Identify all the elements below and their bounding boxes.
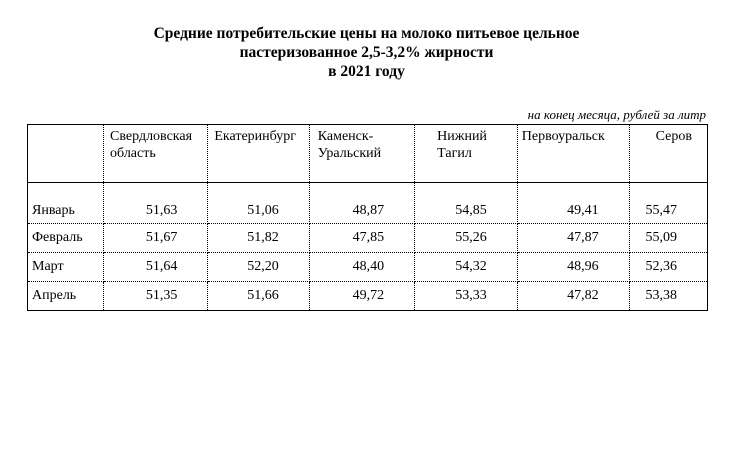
header-cell-serov: Серов (629, 125, 707, 183)
price-cell: 51,67 (104, 224, 208, 253)
price-cell: 51,82 (208, 224, 309, 253)
title-line-2: пастеризованное 2,5-3,2% жирности (239, 44, 494, 61)
price-cell: 48,40 (309, 253, 414, 282)
price-cell: 47,85 (309, 224, 414, 253)
price-cell: 53,33 (415, 282, 518, 311)
header-cell-yekaterinburg: Екатеринбург (208, 125, 309, 183)
price-cell: 49,72 (309, 282, 414, 311)
month-cell: Апрель (28, 282, 104, 311)
price-cell: 52,36 (629, 253, 707, 282)
price-cell: 47,82 (517, 282, 629, 311)
price-cell: 47,87 (517, 224, 629, 253)
price-cell: 51,64 (104, 253, 208, 282)
price-cell: 51,35 (104, 282, 208, 311)
table-header-row (28, 125, 708, 183)
table-row (28, 224, 708, 253)
table-row (28, 253, 708, 282)
header-cell-nizhny-tagil: Нижний Тагил (415, 125, 518, 183)
header-cell-sverdlovsk-region: Свердловская область (104, 125, 208, 183)
price-cell: 51,06 (208, 183, 309, 224)
price-cell: 52,20 (208, 253, 309, 282)
month-cell: Февраль (28, 224, 104, 253)
title-line-3: в 2021 году (328, 63, 405, 80)
price-table (27, 124, 708, 311)
price-cell: 55,47 (629, 183, 707, 224)
header-cell-pervouralsk: Первоуральск (517, 125, 629, 183)
table-row (28, 282, 708, 311)
table-row (28, 183, 708, 224)
price-cell: 51,63 (104, 183, 208, 224)
title-line-1: Средние потребительские цены на молоко питьевое цельное (153, 25, 580, 42)
price-cell: 54,85 (415, 183, 518, 224)
month-cell: Март (28, 253, 104, 282)
price-cell: 53,38 (629, 282, 707, 311)
price-cell: 55,09 (629, 224, 707, 253)
month-cell: Январь (28, 183, 104, 224)
price-cell: 55,26 (415, 224, 518, 253)
price-cell: 48,87 (309, 183, 414, 224)
header-cell-kamensk-uralsky: Каменск- Уральский (309, 125, 414, 183)
unit-note: на конец месяца, рублей за литр (527, 107, 706, 122)
document-title (0, 24, 733, 81)
header-cell-empty (28, 125, 104, 183)
price-cell: 49,41 (517, 183, 629, 224)
price-cell: 54,32 (415, 253, 518, 282)
price-cell: 51,66 (208, 282, 309, 311)
price-cell: 48,96 (517, 253, 629, 282)
